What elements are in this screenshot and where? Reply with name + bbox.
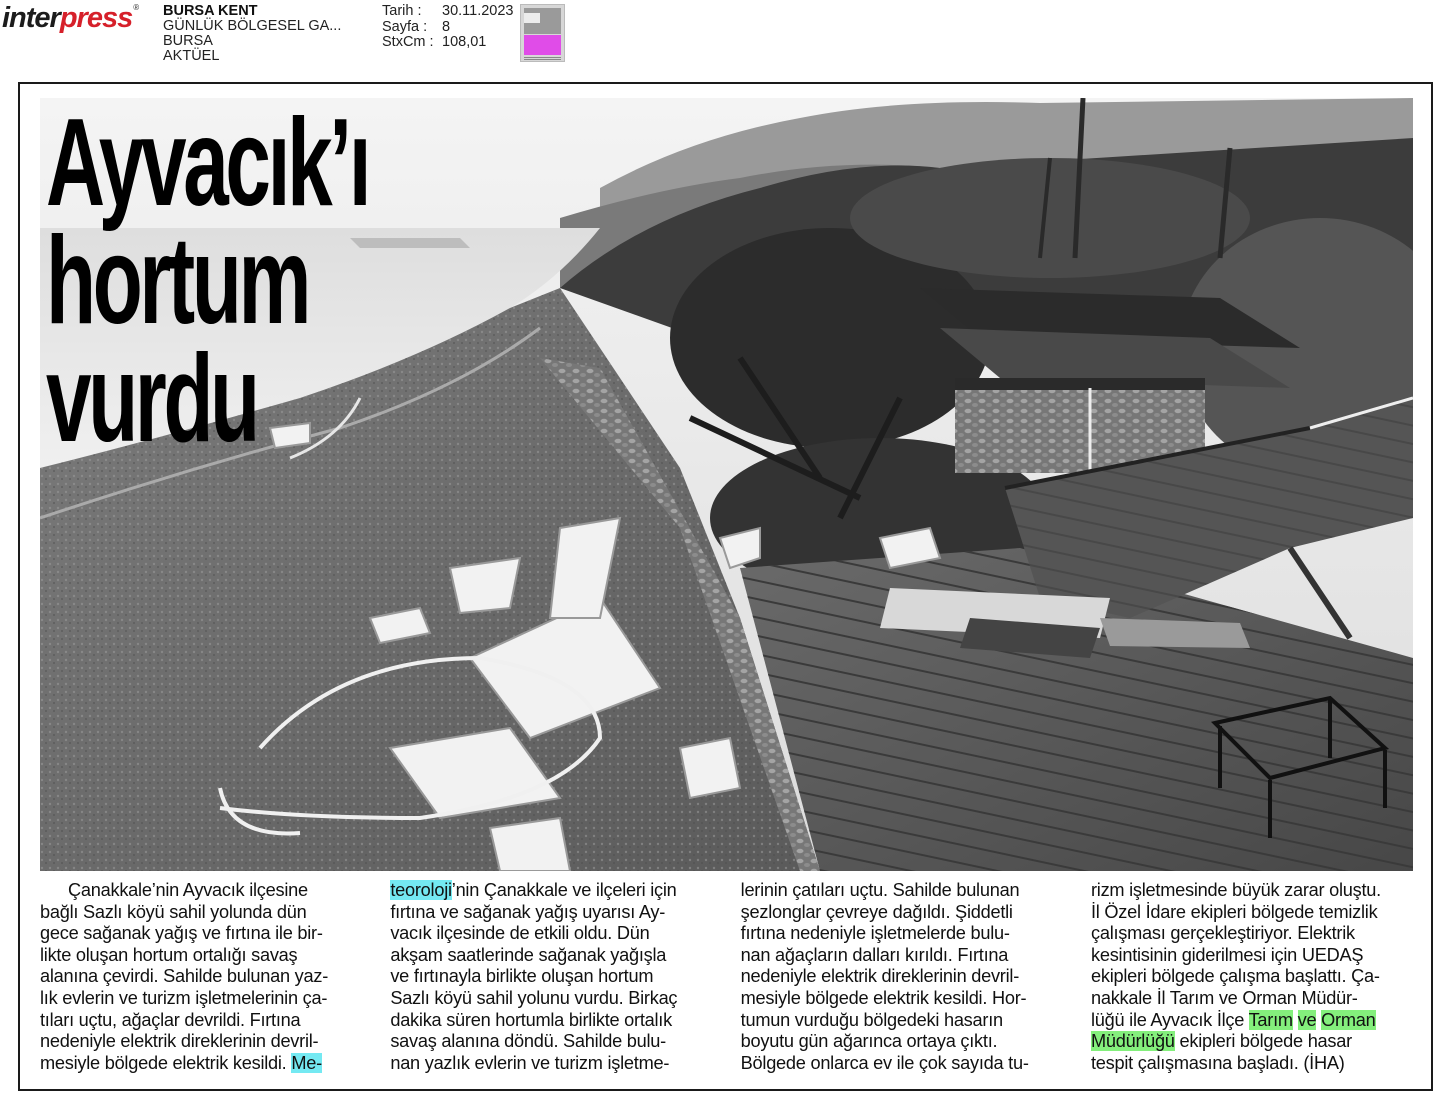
body-line: fırtına nedeniyle işletmelerde bulu- bbox=[740, 923, 1010, 944]
meta-date-row bbox=[382, 4, 514, 20]
page-thumbnail-icon[interactable] bbox=[520, 4, 565, 62]
clipping-meta bbox=[382, 4, 514, 51]
body-line: kesintisinin giderilmesi için UEDAŞ bbox=[1090, 944, 1364, 965]
body-line: lerinin çatıları uçtu. Sahilde bulunan bbox=[740, 880, 1020, 900]
body-line: vacık ilçesinde de etkili oldu. Dün bbox=[390, 923, 650, 944]
body-line: nedeniyle elektrik direklerinin devril- bbox=[740, 966, 1020, 987]
logo-text-press: press bbox=[59, 2, 133, 34]
publication-city: BURSA bbox=[163, 33, 213, 49]
body-line-text: ’nin Çanakkale ve ilçeleri için bbox=[451, 880, 677, 900]
highlight-orman: Orman bbox=[1321, 1009, 1376, 1030]
body-line: nan ağaçların dalları kırıldı. Fırtına bbox=[740, 944, 1009, 965]
meta-size-row bbox=[382, 35, 514, 51]
body-line: tıları uçtu, ağaçlar devrildi. Fırtına bbox=[40, 1009, 301, 1030]
highlight-mudurlugu: Müdürlüğü bbox=[1090, 1031, 1175, 1052]
highlight-meteoroloji-start: Me- bbox=[291, 1052, 322, 1073]
body-line: tumun vurduğu bölgedeki hasarın bbox=[740, 1009, 1003, 1030]
publication-category: AKTÜEL bbox=[163, 48, 220, 64]
body-line-highlighted bbox=[1091, 1031, 1413, 1053]
body-line: savaş alanına döndü. Sahilde bulu- bbox=[390, 1031, 666, 1052]
highlight-ve: ve bbox=[1297, 1009, 1317, 1030]
space bbox=[1293, 1010, 1298, 1030]
body-line: Sazlı köyü sahil yolunu vurdu. Birkaç bbox=[390, 987, 678, 1008]
body-line: Çanakkale’nin Ayvacık ilçesine bbox=[68, 880, 308, 900]
body-line: fırtına ve sağanak yağış uyarısı Ay- bbox=[390, 901, 666, 922]
body-line: nakkale İl Tarım ve Orman Müdür- bbox=[1090, 987, 1358, 1008]
meta-page-label: Sayfa : bbox=[382, 18, 428, 35]
body-line-last bbox=[40, 1053, 362, 1075]
body-line: ekipleri bölgede çalışma başlattı. Ça- bbox=[1090, 966, 1380, 987]
logo-text-inter: inter bbox=[2, 2, 60, 34]
meta-page-row bbox=[382, 20, 514, 36]
body-column-1 bbox=[40, 880, 362, 1084]
body-line: boyutu gün ağarınca ortaya çıktı. bbox=[740, 1031, 998, 1052]
body-line: lık evlerin ve turizm işletmelerinin ça- bbox=[40, 987, 328, 1008]
body-line-text: mesiyle bölgede elektrik kesildi. bbox=[40, 1052, 287, 1073]
body-line: İl Özel İdare ekipleri bölgede temizlik bbox=[1090, 901, 1378, 922]
article-body bbox=[40, 880, 1413, 1084]
thumbnail-highlight bbox=[524, 35, 561, 55]
body-line: likte oluşan hortum ortalığı savaş bbox=[40, 944, 298, 965]
headline-line-3: vurdu bbox=[46, 330, 257, 468]
body-line: şezlonglar çevreye dağıldı. Şiddetli bbox=[740, 901, 1013, 922]
body-line: dakika süren hortumla birlikte ortalık bbox=[390, 1009, 672, 1030]
body-line: nan yazlık evlerin ve turizm işletme- bbox=[390, 1052, 670, 1073]
interpress-logo bbox=[2, 4, 138, 33]
body-line: alanına çevirdi. Sahilde bulunan yaz- bbox=[40, 966, 329, 987]
body-column-3 bbox=[741, 880, 1063, 1084]
highlight-meteoroloji-end: teoroloji bbox=[390, 880, 452, 900]
body-line-text: lüğü ile Ayvacık İlçe bbox=[1090, 1009, 1249, 1030]
highlight-tarim: Tarım bbox=[1248, 1009, 1293, 1030]
body-line: bağlı Sazlı köyü sahil yolunda dün bbox=[40, 901, 307, 922]
registered-mark: ® bbox=[133, 3, 139, 12]
meta-page-value: 8 bbox=[442, 18, 451, 35]
body-line: ve fırtınayla birlikte oluşan hortum bbox=[390, 966, 654, 987]
body-line: çalışması gerçekleştiriyor. Elektrik bbox=[1090, 923, 1355, 944]
headline bbox=[46, 94, 369, 468]
body-column-2 bbox=[390, 880, 712, 1084]
article-frame bbox=[18, 82, 1433, 1091]
meta-size-label: StxCm : bbox=[382, 34, 434, 50]
body-line: rizm işletmesinde büyük zarar oluştu. bbox=[1090, 880, 1381, 900]
body-column-4 bbox=[1091, 880, 1413, 1084]
body-line: nedeniyle elektrik direklerinin devril- bbox=[40, 1031, 319, 1052]
body-line: Bölgede onlarca ev ile çok sayıda tu- bbox=[740, 1052, 1029, 1073]
meta-size-value: 108,01 bbox=[442, 34, 487, 50]
headline-line-1: Ayvacık’ı bbox=[46, 94, 369, 232]
body-line: mesiyle bölgede elektrik kesildi. Hor- bbox=[740, 987, 1027, 1008]
body-line-first bbox=[390, 880, 712, 902]
headline-line-2: hortum bbox=[46, 212, 309, 350]
body-line: gece sağanak yağış ve fırtına ile bir- bbox=[40, 923, 323, 944]
meta-date-value: 30.11.2023 bbox=[442, 3, 514, 19]
meta-date-label: Tarih : bbox=[382, 3, 422, 19]
body-line-highlighted bbox=[1091, 1010, 1413, 1032]
body-line: tespit çalışmasına başladı. (İHA) bbox=[1090, 1052, 1345, 1073]
publication-name: BURSA KENT bbox=[163, 3, 258, 19]
body-line: akşam saatlerinde sağanak yağışla bbox=[390, 944, 667, 965]
publication-type: GÜNLÜK BÖLGESEL GA... bbox=[163, 18, 342, 34]
publication-info bbox=[163, 4, 341, 64]
body-line-text: ekipleri bölgede hasar bbox=[1174, 1031, 1352, 1052]
